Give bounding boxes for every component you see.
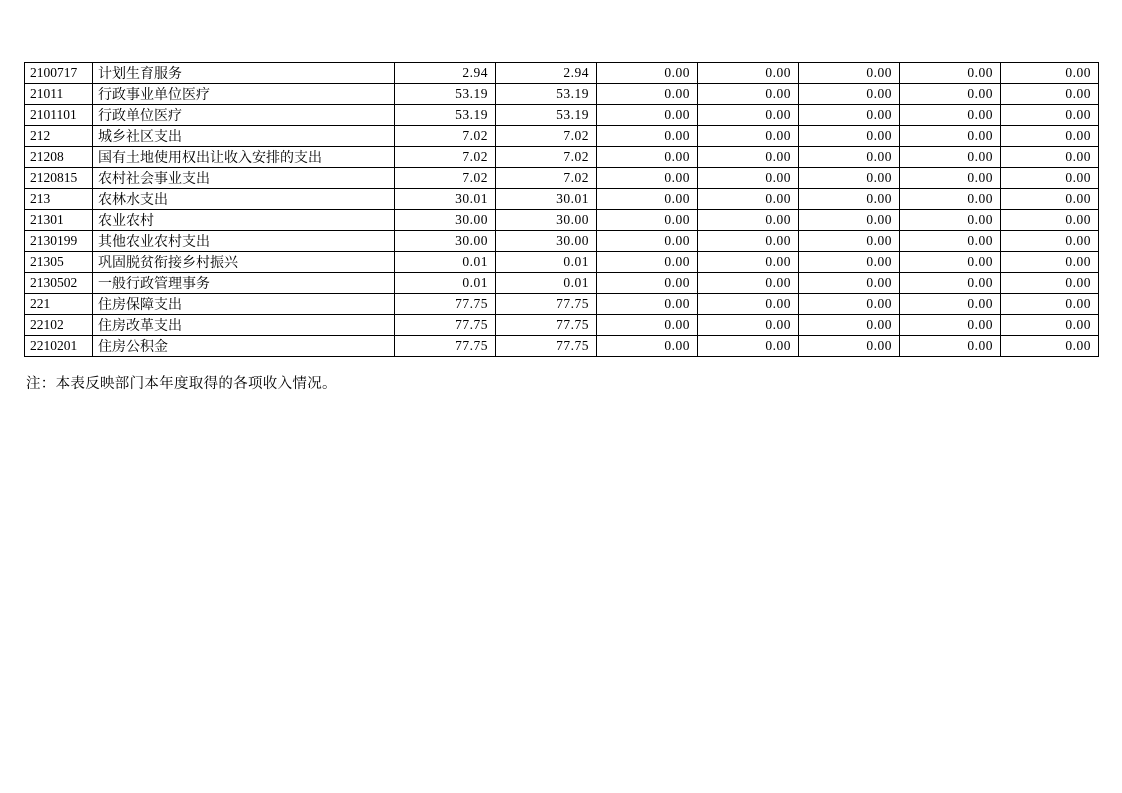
row-value-carryover: 0.00 [900, 84, 1001, 105]
table-row [25, 147, 1099, 168]
row-value-gov_fund_budget: 0.00 [597, 189, 698, 210]
table-row [25, 210, 1099, 231]
row-code: 213 [25, 189, 93, 210]
row-value-special_income: 0.00 [799, 252, 900, 273]
row-value-other: 0.00 [1001, 294, 1099, 315]
row-value-special_income: 0.00 [799, 147, 900, 168]
row-value-carryover: 0.00 [900, 189, 1001, 210]
row-value-special_income: 0.00 [799, 189, 900, 210]
row-code: 2210201 [25, 336, 93, 357]
row-value-total: 7.02 [395, 147, 496, 168]
table-row [25, 315, 1099, 336]
row-value-gov_fund_budget: 0.00 [597, 84, 698, 105]
row-value-special_income: 0.00 [799, 210, 900, 231]
row-value-carryover: 0.00 [900, 231, 1001, 252]
row-value-gov_fund_budget: 0.00 [597, 63, 698, 84]
row-value-gov_fund_budget: 0.00 [597, 147, 698, 168]
row-item-name: 行政事业单位医疗 [93, 84, 395, 105]
row-item-name: 行政单位医疗 [93, 105, 395, 126]
row-value-gov_fund_budget: 0.00 [597, 273, 698, 294]
row-code: 2100717 [25, 63, 93, 84]
row-value-special_income: 0.00 [799, 168, 900, 189]
row-value-state_capital_budget: 0.00 [698, 105, 799, 126]
row-code: 21011 [25, 84, 93, 105]
row-item-name: 农林水支出 [93, 189, 395, 210]
row-value-carryover: 0.00 [900, 273, 1001, 294]
row-value-special_income: 0.00 [799, 273, 900, 294]
row-value-gov_fund_budget: 0.00 [597, 294, 698, 315]
row-item-name: 其他农业农村支出 [93, 231, 395, 252]
row-value-total: 53.19 [395, 84, 496, 105]
table-row [25, 231, 1099, 252]
row-value-other: 0.00 [1001, 84, 1099, 105]
row-value-general_public_budget: 53.19 [496, 105, 597, 126]
row-value-general_public_budget: 7.02 [496, 147, 597, 168]
row-value-other: 0.00 [1001, 336, 1099, 357]
row-value-gov_fund_budget: 0.00 [597, 105, 698, 126]
row-value-special_income: 0.00 [799, 231, 900, 252]
row-item-name: 农业农村 [93, 210, 395, 231]
row-value-carryover: 0.00 [900, 63, 1001, 84]
row-value-general_public_budget: 30.00 [496, 231, 597, 252]
row-code: 2130502 [25, 273, 93, 294]
row-value-state_capital_budget: 0.00 [698, 126, 799, 147]
row-item-name: 住房公积金 [93, 336, 395, 357]
table-row [25, 252, 1099, 273]
row-code: 21301 [25, 210, 93, 231]
row-value-general_public_budget: 2.94 [496, 63, 597, 84]
table-row [25, 189, 1099, 210]
row-value-total: 77.75 [395, 294, 496, 315]
row-value-carryover: 0.00 [900, 294, 1001, 315]
row-value-total: 30.01 [395, 189, 496, 210]
row-value-other: 0.00 [1001, 126, 1099, 147]
row-value-total: 7.02 [395, 168, 496, 189]
row-value-general_public_budget: 7.02 [496, 126, 597, 147]
table-row [25, 84, 1099, 105]
row-value-total: 0.01 [395, 252, 496, 273]
row-value-total: 0.01 [395, 273, 496, 294]
row-item-name: 住房保障支出 [93, 294, 395, 315]
row-value-total: 7.02 [395, 126, 496, 147]
row-item-name: 住房改革支出 [93, 315, 395, 336]
row-value-general_public_budget: 77.75 [496, 315, 597, 336]
row-value-other: 0.00 [1001, 168, 1099, 189]
row-value-state_capital_budget: 0.00 [698, 189, 799, 210]
row-value-total: 30.00 [395, 231, 496, 252]
row-value-state_capital_budget: 0.00 [698, 210, 799, 231]
row-code: 221 [25, 294, 93, 315]
row-value-state_capital_budget: 0.00 [698, 336, 799, 357]
row-value-gov_fund_budget: 0.00 [597, 168, 698, 189]
table-row [25, 168, 1099, 189]
row-value-other: 0.00 [1001, 63, 1099, 84]
row-value-gov_fund_budget: 0.00 [597, 210, 698, 231]
row-value-general_public_budget: 0.01 [496, 273, 597, 294]
row-value-state_capital_budget: 0.00 [698, 315, 799, 336]
budget-expenditure-table [24, 62, 1099, 357]
table-row [25, 294, 1099, 315]
table-note: 注：本表反映部门本年度取得的各项收入情况。 [26, 376, 337, 392]
table-row [25, 63, 1099, 84]
row-value-general_public_budget: 30.00 [496, 210, 597, 231]
row-value-gov_fund_budget: 0.00 [597, 252, 698, 273]
row-value-carryover: 0.00 [900, 105, 1001, 126]
row-value-special_income: 0.00 [799, 336, 900, 357]
row-value-other: 0.00 [1001, 231, 1099, 252]
table-row [25, 273, 1099, 294]
row-code: 21305 [25, 252, 93, 273]
row-value-other: 0.00 [1001, 273, 1099, 294]
row-value-general_public_budget: 30.01 [496, 189, 597, 210]
row-value-special_income: 0.00 [799, 84, 900, 105]
row-value-general_public_budget: 53.19 [496, 84, 597, 105]
row-item-name: 计划生育服务 [93, 63, 395, 84]
row-value-special_income: 0.00 [799, 105, 900, 126]
row-value-other: 0.00 [1001, 105, 1099, 126]
row-value-total: 53.19 [395, 105, 496, 126]
row-value-state_capital_budget: 0.00 [698, 63, 799, 84]
row-value-carryover: 0.00 [900, 126, 1001, 147]
row-value-total: 77.75 [395, 315, 496, 336]
row-item-name: 城乡社区支出 [93, 126, 395, 147]
row-value-total: 2.94 [395, 63, 496, 84]
row-value-state_capital_budget: 0.00 [698, 168, 799, 189]
row-code: 2130199 [25, 231, 93, 252]
row-value-general_public_budget: 0.01 [496, 252, 597, 273]
table-row [25, 105, 1099, 126]
row-value-special_income: 0.00 [799, 294, 900, 315]
row-code: 2101101 [25, 105, 93, 126]
row-value-general_public_budget: 77.75 [496, 294, 597, 315]
row-value-state_capital_budget: 0.00 [698, 294, 799, 315]
row-value-state_capital_budget: 0.00 [698, 231, 799, 252]
row-value-state_capital_budget: 0.00 [698, 252, 799, 273]
row-value-general_public_budget: 77.75 [496, 336, 597, 357]
row-code: 22102 [25, 315, 93, 336]
row-value-carryover: 0.00 [900, 315, 1001, 336]
row-value-carryover: 0.00 [900, 210, 1001, 231]
row-value-state_capital_budget: 0.00 [698, 273, 799, 294]
row-value-state_capital_budget: 0.00 [698, 84, 799, 105]
row-value-gov_fund_budget: 0.00 [597, 126, 698, 147]
row-item-name: 国有土地使用权出让收入安排的支出 [93, 147, 395, 168]
row-value-other: 0.00 [1001, 189, 1099, 210]
row-value-gov_fund_budget: 0.00 [597, 336, 698, 357]
row-value-special_income: 0.00 [799, 126, 900, 147]
row-code: 2120815 [25, 168, 93, 189]
row-code: 21208 [25, 147, 93, 168]
row-value-other: 0.00 [1001, 252, 1099, 273]
row-code: 212 [25, 126, 93, 147]
row-value-special_income: 0.00 [799, 315, 900, 336]
row-value-other: 0.00 [1001, 315, 1099, 336]
row-item-name: 农村社会事业支出 [93, 168, 395, 189]
row-value-carryover: 0.00 [900, 252, 1001, 273]
row-value-general_public_budget: 7.02 [496, 168, 597, 189]
row-value-total: 77.75 [395, 336, 496, 357]
table-row [25, 126, 1099, 147]
row-value-carryover: 0.00 [900, 336, 1001, 357]
row-value-state_capital_budget: 0.00 [698, 147, 799, 168]
row-value-other: 0.00 [1001, 147, 1099, 168]
row-value-gov_fund_budget: 0.00 [597, 315, 698, 336]
row-value-other: 0.00 [1001, 210, 1099, 231]
row-item-name: 一般行政管理事务 [93, 273, 395, 294]
table-body [25, 63, 1099, 357]
row-value-carryover: 0.00 [900, 168, 1001, 189]
row-value-total: 30.00 [395, 210, 496, 231]
row-value-gov_fund_budget: 0.00 [597, 231, 698, 252]
row-value-special_income: 0.00 [799, 63, 900, 84]
row-value-carryover: 0.00 [900, 147, 1001, 168]
table-row [25, 336, 1099, 357]
row-item-name: 巩固脱贫衔接乡村振兴 [93, 252, 395, 273]
